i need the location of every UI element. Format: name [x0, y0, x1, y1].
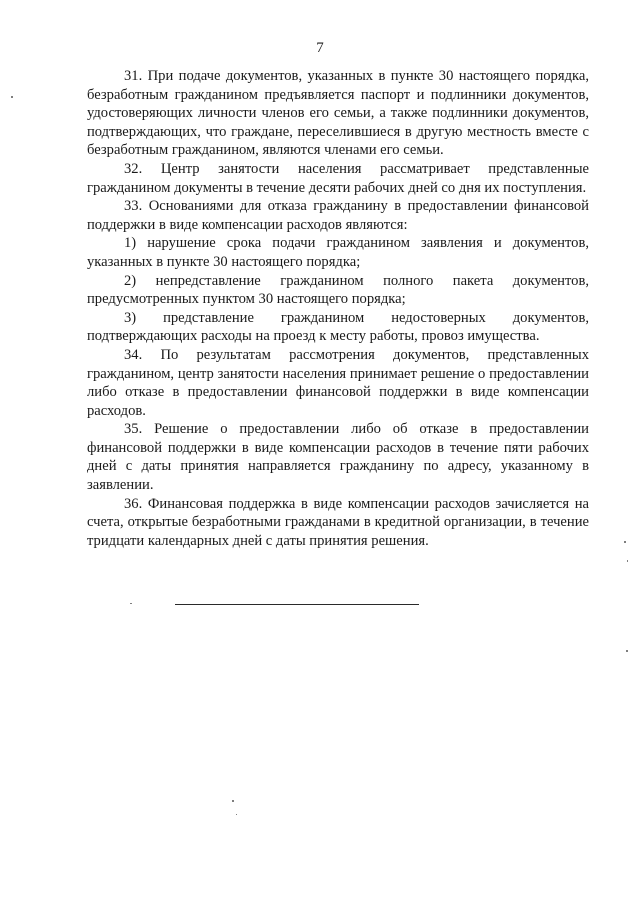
- paragraph-33: 33. Основаниями для отказа гражданину в предоставлении финансовой поддержки в виде компенсации расходов являются:: [87, 198, 589, 233]
- scan-speck: [624, 541, 626, 543]
- list-item-2: 2) непредставление гражданином полного пакета документов, предусмотренных пунктом 30 настоящего порядка;: [87, 272, 589, 308]
- scan-speck: [130, 603, 132, 604]
- scan-speck: [236, 814, 237, 815]
- list-item-3: 3) представление гражданином недостоверных документов, подтверждающих расходы на проезд к месту работы, провоз имущества.: [87, 309, 589, 345]
- scan-speck: [11, 96, 13, 98]
- scan-speck: [627, 560, 628, 562]
- paragraph-36: 36. Финансовая поддержка в виде компенсации расходов зачисляется на счета, открытые безработными гражданами в кредитной организации, в течение тридцати календарных дней с даты принятия решения.: [87, 495, 589, 549]
- paragraph-31: 31. При подаче документов, указанных в пункте 30 настоящего порядка, безработным гражданином предъявляется паспорт и подлинники документов, удостоверяющих личности членов его семьи, а также подлинники документов, подтверждающих, что граждане, переселившиеся в другую местность вместе с безработным гражданином, являются членами его семьи.: [87, 68, 589, 159]
- end-separator-line: [175, 604, 419, 605]
- paragraph-35: 35. Решение о предоставлении либо об отказе в предоставлении финансовой поддержки в виде компенсации расходов в течение пяти рабочих дней с даты принятия направляется гражданину по адресу, указанному в заявлении.: [87, 421, 589, 494]
- scan-speck: [232, 800, 234, 802]
- paragraph-32: 32. Центр занятости населения рассматривает представленные гражданином документы в течение десяти рабочих дней со дня их поступления.: [87, 160, 589, 196]
- list-item-1: 1) нарушение срока подачи гражданином заявления и документов, указанных в пункте 30 настоящего порядка;: [87, 235, 589, 270]
- scan-speck: [626, 650, 628, 652]
- document-body: [87, 67, 589, 550]
- page-number: 7: [316, 40, 324, 56]
- paragraph-34: 34. По результатам рассмотрения документов, представленных гражданином, центр занятости населения принимает решение о предоставлении либо отказе в предоставлении финансовой поддержки в виде компенсации расходов.: [87, 346, 589, 419]
